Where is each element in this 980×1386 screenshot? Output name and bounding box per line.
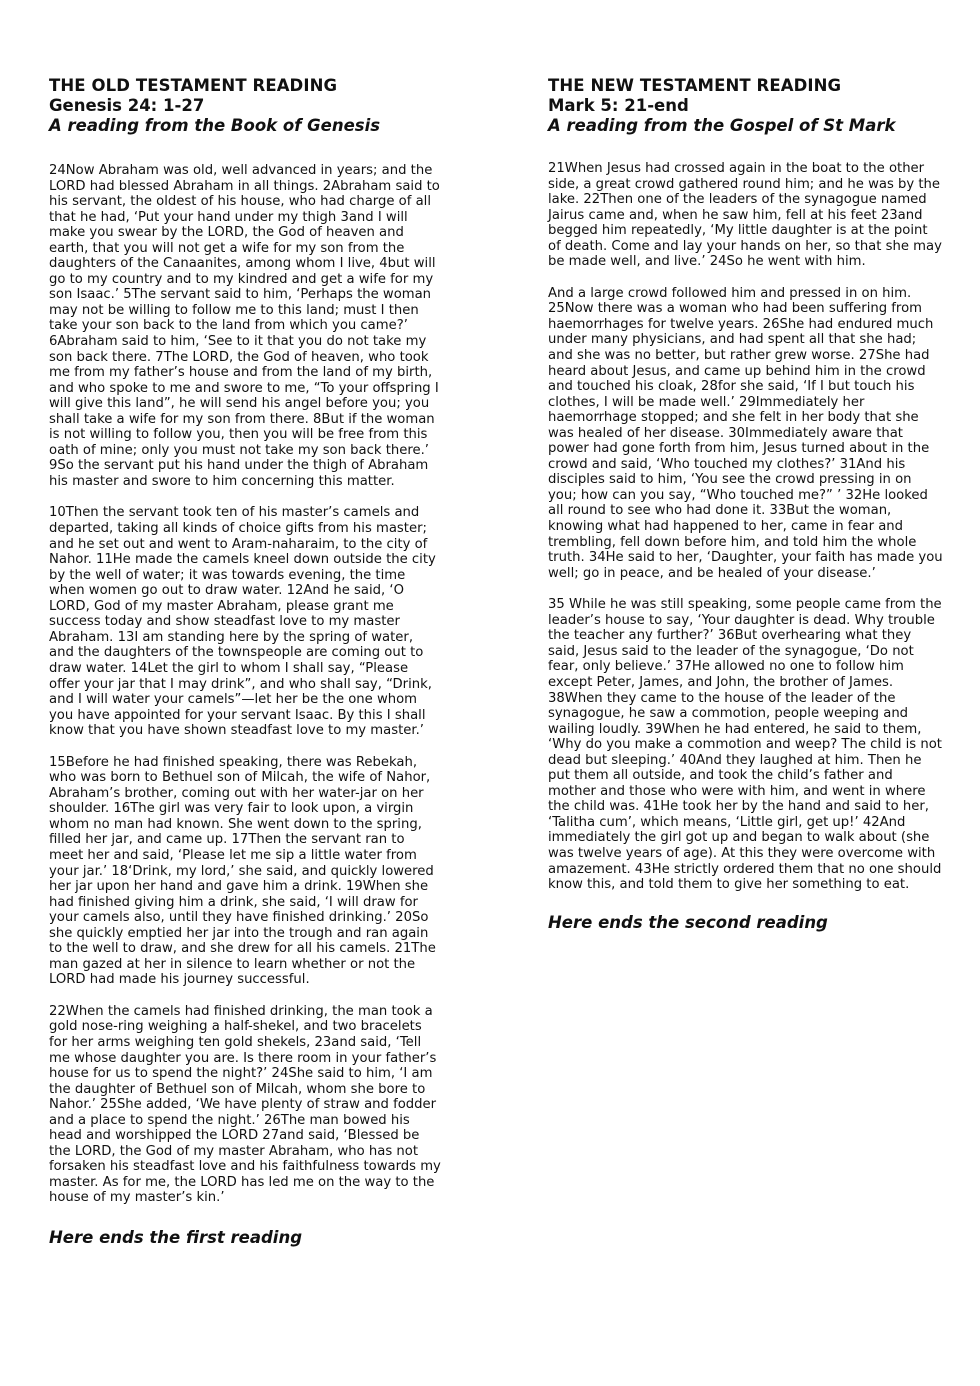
new-testament-column [548,76,944,933]
reading-paragraph: 22When the camels had finished drinking, the man took a gold nose-ring weighing a half-shekel, and two bracelets for her arms weighing ten gold shekels, 23and said, ‘Tell me whose daughter you are. Is there room in your father’s house for us to spend the night?’ 24She said to him, ‘I am the daughter of Bethuel son of Milcah, whom she bore to Nahor.’ 25She added, ‘We have plenty of straw and fodder and a place to spend the night.’ 26The man bowed his head and worshipped the LORD 27and said, ‘Blessed be the LORD, the God of my master Abraham, who has not forsaken his steadfast love and his faithfulness towards my master. As for me, the LORD has led me on the way to the house of my master’s kin.’ [49,1003,441,1206]
reading-ending: Here ends the first reading [49,1228,303,1247]
reading-paragraph: And a large crowd followed him and pressed in on him. 25Now there was a woman who had been suffering from haemorrhages for twelve years. 26She had endured much under many physicians, and had spent all that she had; and she was no better, but rather grew worse. 27She had heard about Jesus, and came up behind him in the crowd and touched his cloak, 28for she said, ‘If I but touch his clothes, I will be made well.’ 29Immediately her haemorrhage stopped; and she felt in her body that she was healed of her disease. 30Immediately aware that power had gone forth from him, Jesus turned about in the crowd and said, ‘Who touched my clothes?’ 31And his disciples said to him, ‘You see the crowd pressing in on you; how can you say, “Who touched me?” ’ 32He looked all round to see who had done it. 33But the woman, knowing what had happened to her, came in fear and trembling, fell down before him, and told him the whole truth. 34He said to her, ‘Daughter, your faith has made you well; go in peace, and be healed of your disease.’ [548,285,943,581]
reading-paragraph: 35 While he was still speaking, some people came from the leader’s house to say, ‘Your daughter is dead. Why trouble the teacher any further?’ 36But overhearing what they said, Jesus said to the leader of the synagogue, ‘Do not fear, only believe.’ 37He allowed no one to follow him except Peter, James, and John, the brother of James. 38When they came to the house of the leader of the synagogue, he saw a commotion, people weeping and wailing loudly. 39When he had entered, he said to them, ‘Why do you make a commotion and weep? The child is not dead but sleeping.’ 40And they laughed at him. Then he put them all outside, and took the child’s father and mother and those who were with him, and went in where the child was. 41He took her by the hand and said to her, ‘Talitha cum’, which means, ‘Little girl, get up!’ 42And immediately the girl got up and began to walk about (she was twelve years of age). At this they were overcome with amazement. 43He strictly ordered them that no one should know this, and told them to give her something to eat. [548,597,942,893]
reading-paragraph: 15Before he had finished speaking, there was Rebekah, who was born to Bethuel son of Milcah, the wife of Nahor, Abraham’s brother, coming out with her water-jar on her shoulder. 16The girl was very fair to look upon, a virgin whom no man had known. She went down to the spring, filled her jar, and came up. 17Then the servant ran to meet her and said, ‘Please let me sip a little water from your jar.’ 18‘Drink, my lord,’ she said, and quickly lowered her jar upon her hand and gave him a drink. 19When she had finished giving him a drink, she said, ‘I will draw for your camels also, until they have finished drinking.’ 20So she quickly emptied her jar into the trough and ran again to the well to draw, and she drew for all his camels. 21The man gazed at her in silence to learn whether or not the LORD had made his journey successful. [49,754,436,988]
reading-paragraph: 10Then the servant took ten of his master’s camels and departed, taking all kinds of choice gifts from his master; and he set out and went to Aram-naharaim, to the city of Nahor. 11He made the camels kneel down outside the city by the well of water; it was towards evening, the time when women go out to draw water. 12And he said, ‘O LORD, God of my master Abraham, please grant me success today and show steadfast love to my master Abraham. 13I am standing here by the spring of water, and the daughters of the townspeople are coming out to draw water. 14Let the girl to whom I shall say, “Please offer your jar that I may drink”, and who shall say, “Drink, and I will water your camels”—let her be the one whom you have appointed for your servant Isaac. By this I shall know that you have shown steadfast love to my master.’ [49,505,436,739]
reading-ending: Here ends the second reading [548,912,828,932]
old-testament-column [49,76,441,1248]
reading-paragraph: 21When Jesus had crossed again in the boat to the other side, a great crowd gathered round him; and he was by the lake. 22Then one of the leaders of the synagogue named Jairus came and, when he saw him, fell at his feet 23and begged him repeatedly, ‘My little daughter is at the point of death. Come and lay your hands on her, so that she may be made well, and live.’ 24So he went with him. [548,161,942,270]
reading-label: THE OLD TESTAMENT READING [49,76,338,95]
reading-subtitle: A reading from the Gospel of St Mark [548,116,896,135]
reading-subtitle: A reading from the Book of Genesis [49,116,381,135]
reading-reference: Mark 5: 21-end [548,96,689,115]
reading-label: THE NEW TESTAMENT READING [548,76,842,95]
reading-paragraph: 24Now Abraham was old, well advanced in years; and the LORD had blessed Abraham in all things. 2Abraham said to his servant, the oldest of his house, who had charge of all that he had, ‘Put your hand under my thigh 3and I will make you swear by the LORD, the God of heaven and earth, that you will not get a wife for my son from the daughters of the Canaanites, among whom I live, 4but will go to my country and to my kindred and get a wife for my son Isaac.’ 5The servant said to him, ‘Perhaps the woman may not be willing to follow me to this land; must I then take your son back to the land from which you came?’ 6Abraham said to him, ‘See to it that you do not take my son back there. 7The LORD, the God of heaven, who took me from my father’s house and from the land of my birth, and who spoke to me and swore to me, “To your offspring I will give this land”, he will send his angel before you; you shall take a wife for my son from there. 8But if the woman is not willing to follow you, then you will be free from this oath of mine; only you must not take my son back there.’ 9So the servant put his hand under the thigh of Abraham his master and swore to him concerning this matter. [49,163,440,489]
reading-reference: Genesis 24: 1-27 [49,96,205,115]
